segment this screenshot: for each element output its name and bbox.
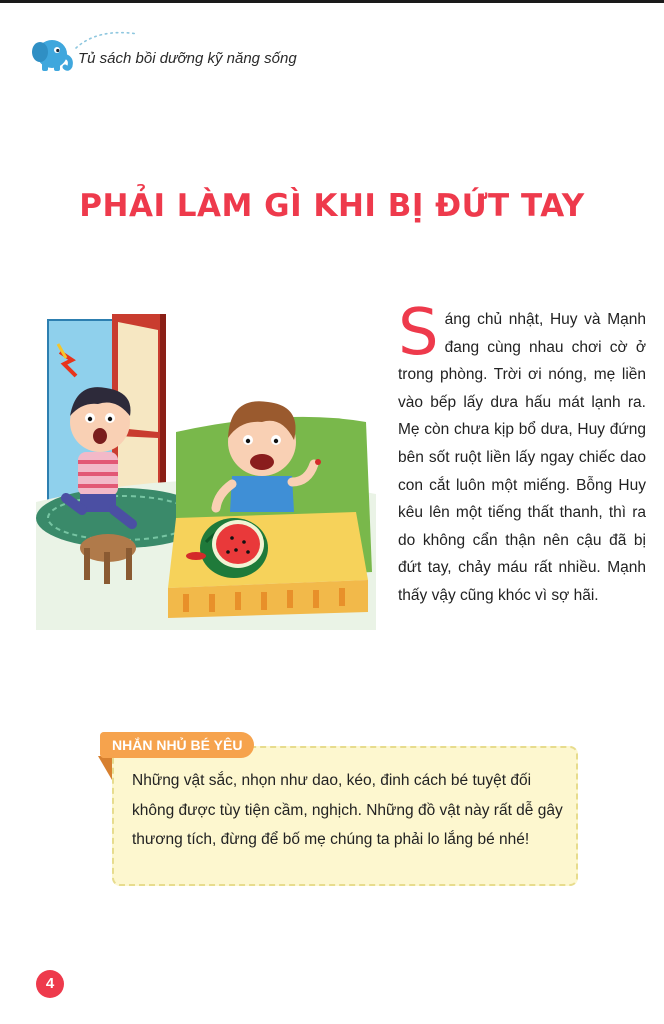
tag-fold-decoration bbox=[96, 756, 112, 780]
page-number: 4 bbox=[36, 970, 64, 998]
drop-cap: S bbox=[398, 296, 439, 370]
story-text: áng chủ nhật, Huy và Mạnh đang cùng nhau chơi cờ ở trong phòng. Trời ơi nóng, mẹ liền vào bếp lấy dưa hấu mát lạnh ra. Mẹ còn chưa kịp bổ dưa, Huy đứng bên sốt ruột liền lấy ngay chiếc dao con cắt luôn một miếng. Bỗng Huy kêu lên một tiếng thất thanh, thì ra do không cẩn thận nên cậu đã bị đứt tay, chảy máu rất nhiều. Mạnh thấy vậy cũng khóc vì sợ hãi. bbox=[398, 311, 646, 604]
elephant-icon bbox=[28, 32, 74, 74]
top-border-line bbox=[0, 0, 664, 3]
kitchen-accident-illustration bbox=[36, 312, 376, 630]
page-title: PHẢI LÀM GÌ KHI BỊ ĐỨT TAY bbox=[79, 188, 585, 224]
advice-text: Những vật sắc, nhọn như dao, kéo, đinh cách bé tuyệt đối không được tùy tiện cầm, nghịch. Những đồ vật này rất dễ gây thương tích, đừng để bố mẹ chúng ta phải lo lắng bé nhé! bbox=[132, 772, 563, 848]
series-header bbox=[28, 28, 348, 78]
story-paragraph bbox=[398, 296, 646, 610]
dotted-trail-decoration bbox=[68, 28, 148, 52]
series-title: Tủ sách bồi dưỡng kỹ năng sống bbox=[78, 50, 297, 67]
advice-label: NHẮN NHỦ BÉ YÊU bbox=[100, 732, 254, 758]
